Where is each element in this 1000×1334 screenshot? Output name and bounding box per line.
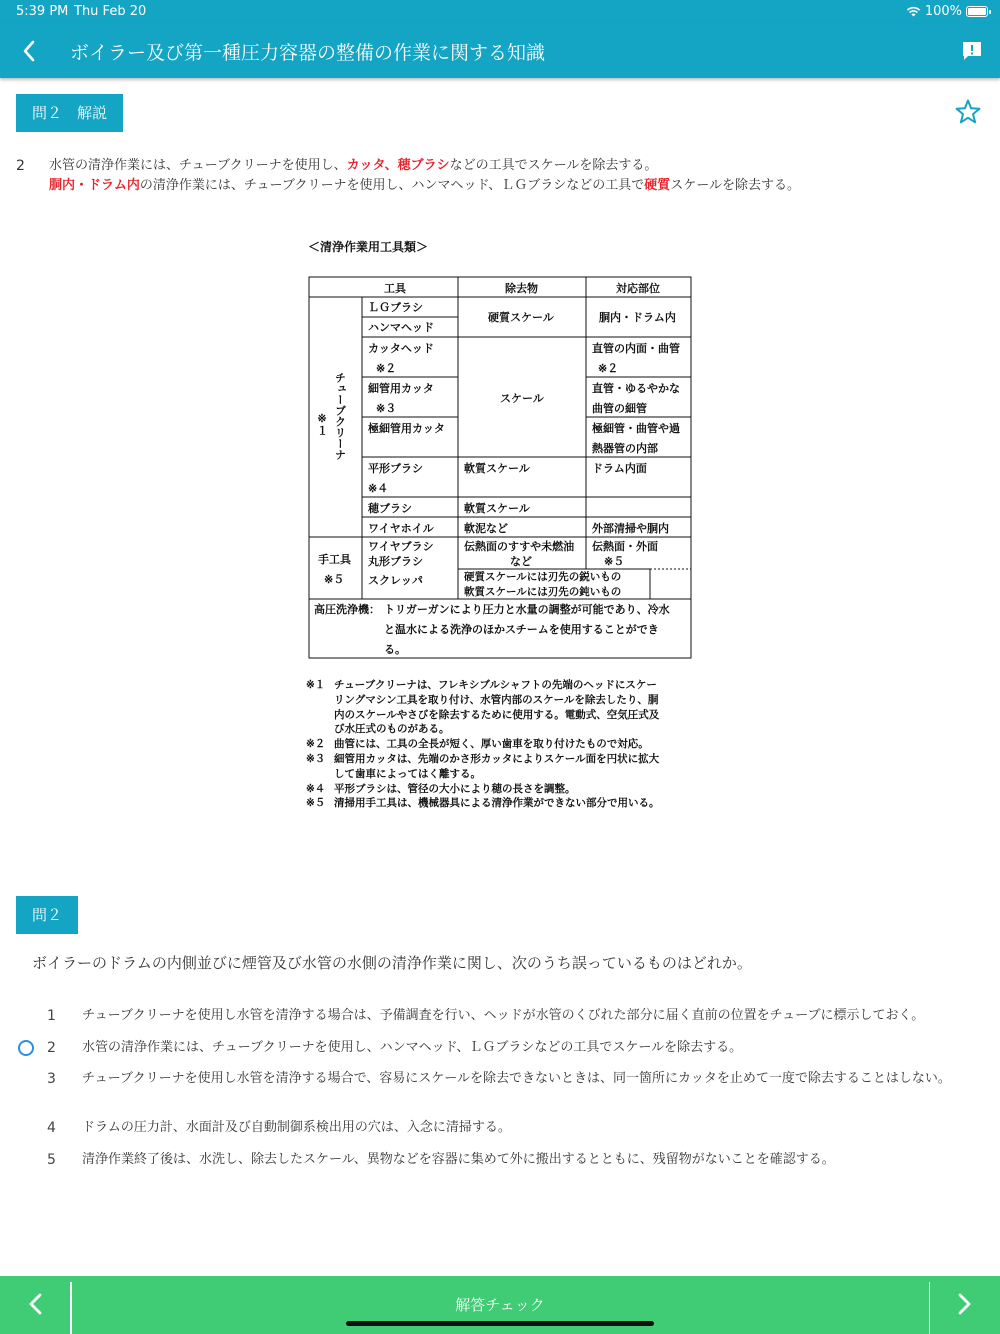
- figure-notes: [306, 678, 706, 811]
- tool-cell: ※４: [368, 482, 389, 495]
- tool-cell: ワイヤブラシ: [368, 540, 434, 553]
- tool-cell: ハンマヘッド: [368, 321, 434, 334]
- page-title: ボイラー及び第一種圧力容器の整備の作業に関する知識: [70, 42, 546, 64]
- explanation-line-1: 水管の清浄作業には、チューブクリーナを使用し、カッタ、穂ブラシなどの工具でスケールを除去する。: [49, 158, 658, 173]
- choice-number: 3: [47, 1071, 56, 1087]
- wifi-icon: [906, 6, 921, 17]
- choice-text: チューブクリーナを使用し水管を清浄する場合で、容易にスケールを除去できないときは、同一箇所にカッタを止めて一度で除去することはしない。: [82, 1071, 951, 1086]
- tool-cell: 平形ブラシ: [368, 462, 423, 475]
- choice-text: 清浄作業終了後は、水洗し、除去したスケール、異物などを容器に集めて外に搬出するとともに、残留物がないことを確認する。: [82, 1152, 835, 1167]
- group-tube-cleaner: チューブクリーナ: [333, 372, 347, 460]
- removal-cell: 軟泥など: [464, 522, 508, 535]
- part-cell: ※５: [604, 555, 625, 568]
- part-cell: 伝熱面・外面: [592, 540, 658, 553]
- report-icon[interactable]: [960, 39, 984, 63]
- removal-cell: 伝熱面のすすや未燃油: [464, 540, 575, 553]
- tool-table: [300, 232, 700, 672]
- part-cell: ドラム内面: [592, 462, 647, 475]
- battery-percent: 100%: [924, 4, 962, 19]
- note-item: ※４ 平形ブラシは、管径の大小により穂の長さを調整。: [306, 782, 576, 795]
- note-item: ※５ 清掃用手工具は、機械器具による清浄作業ができない部分で用いる。: [306, 797, 660, 810]
- removal-cell: など: [510, 555, 532, 568]
- choice-number: 2: [47, 1040, 56, 1056]
- tool-cell: ※２: [376, 362, 397, 375]
- note-item: ※２ 曲管には、工具の全長が短く、厚い歯車を取り付けたもので対応。: [306, 738, 649, 751]
- status-date: Thu Feb 20: [74, 4, 147, 19]
- removal-cell: スケール: [500, 392, 544, 405]
- tool-cell: ワイヤホイル: [368, 522, 434, 535]
- choice-number: 5: [47, 1152, 56, 1168]
- status-time: 5:39 PM: [16, 4, 69, 19]
- status-bar: [0, 0, 1000, 24]
- part-cell: 曲管の細管: [592, 402, 647, 415]
- high-pressure-label: 高圧洗浄機：: [314, 603, 380, 616]
- part-cell: 熱器管の内部: [592, 442, 658, 455]
- table-header-part: 対応部位: [616, 282, 660, 295]
- choice-text: ドラムの圧力計、水面計及び自動制御系検出用の穴は、入念に清掃する。: [82, 1120, 511, 1135]
- high-pressure-line: トリガーガンにより圧力と水量の調整が可能であり、冷水: [384, 603, 670, 616]
- choice-number: 4: [47, 1120, 56, 1136]
- part-cell: ※２: [598, 362, 619, 375]
- group-hand-tool: 手工具: [318, 553, 351, 566]
- choice-number: 1: [47, 1008, 56, 1024]
- tool-cell: 極細管用カッタ: [368, 422, 445, 435]
- removal-cell: 硬質スケール: [488, 311, 554, 324]
- chevron-right-icon[interactable]: [930, 1276, 1000, 1334]
- answer-check-button[interactable]: 解答チェック: [455, 1296, 545, 1314]
- part-cell: 外部清掃や胴内: [592, 522, 669, 535]
- removal-cell: 軟質スケールには刃先の鈍いもの: [464, 586, 622, 598]
- chevron-left-icon[interactable]: [16, 37, 44, 65]
- tool-cell: ＬＧブラシ: [368, 301, 423, 314]
- tool-table-figure: [300, 232, 700, 672]
- note-item: ※３ 細管用カッタは、先端のかさ形カッタによりスケール面を円状に拡大 して歯車によってはく離する。: [306, 752, 660, 780]
- note-item: ※１ チューブクリーナは、フレキシブルシャフトの先端のヘッドにスケー リングマシン工具を取り付け、水管内部のスケールを除去したり、胴 内のスケールやさびを除去するために使用する。電動式、空気圧式及 び水圧式のものがある。: [306, 679, 660, 736]
- star-icon[interactable]: [954, 98, 982, 126]
- status-right: [906, 4, 988, 19]
- radio-circle-icon[interactable]: [18, 1040, 34, 1056]
- tool-cell: ※３: [376, 402, 397, 415]
- explanation-tag: 問２ 解説: [16, 94, 123, 132]
- removal-cell: 軟質スケール: [464, 502, 530, 515]
- choice-text: チューブクリーナを使用し水管を清浄する場合は、予備調査を行い、ヘッドが水管のくびれた部分に届く直前の位置をチューブに標示しておく。: [82, 1008, 925, 1023]
- home-indicator: [346, 1321, 654, 1326]
- question-text: ボイラーのドラムの内側並びに煙管及び水管の水側の清浄作業に関し、次のうち誤っているものはどれか。: [32, 954, 752, 972]
- explanation-line-2: 胴内・ドラム内の清浄作業には、チューブクリーナを使用し、ハンマヘッド、ＬＧブラシなどの工具で硬質スケールを除去する。: [49, 178, 801, 193]
- explanation-number: 2: [16, 158, 25, 174]
- tool-cell: 丸形ブラシ: [368, 555, 423, 568]
- choice-text: 水管の清浄作業には、チューブクリーナを使用し、ハンマヘッド、ＬＧブラシなどの工具でスケールを除去する。: [82, 1040, 743, 1055]
- battery-icon: [966, 6, 988, 17]
- part-cell: 極細管・曲管や過: [592, 422, 680, 435]
- figure-title: ＜清浄作業用工具類＞: [308, 240, 429, 254]
- group-hand-tool-note: ※５: [324, 573, 345, 586]
- part-cell: 胴内・ドラム内: [599, 311, 676, 324]
- tool-cell: 細管用カッタ: [368, 382, 434, 395]
- group-tube-cleaner-note: ※１: [315, 412, 329, 436]
- nav-bar: [0, 24, 1000, 78]
- removal-cell: 硬質スケールには刃先の鋭いもの: [464, 571, 622, 583]
- table-header-removal: 除去物: [505, 282, 538, 295]
- removal-cell: 軟質スケール: [464, 462, 530, 475]
- tool-cell: 穂ブラシ: [368, 502, 412, 515]
- table-header-tool: 工具: [384, 282, 406, 295]
- part-cell: 直管・ゆるやかな: [592, 382, 680, 395]
- tool-cell: スクレッパ: [368, 574, 423, 587]
- high-pressure-line: と温水による洗浄のほかスチームを使用することができ: [384, 623, 659, 636]
- question-tag: 問２: [16, 896, 78, 934]
- tool-cell: カッタヘッド: [368, 342, 434, 355]
- part-cell: 直管の内面・曲管: [592, 342, 680, 355]
- high-pressure-line: る。: [384, 643, 406, 656]
